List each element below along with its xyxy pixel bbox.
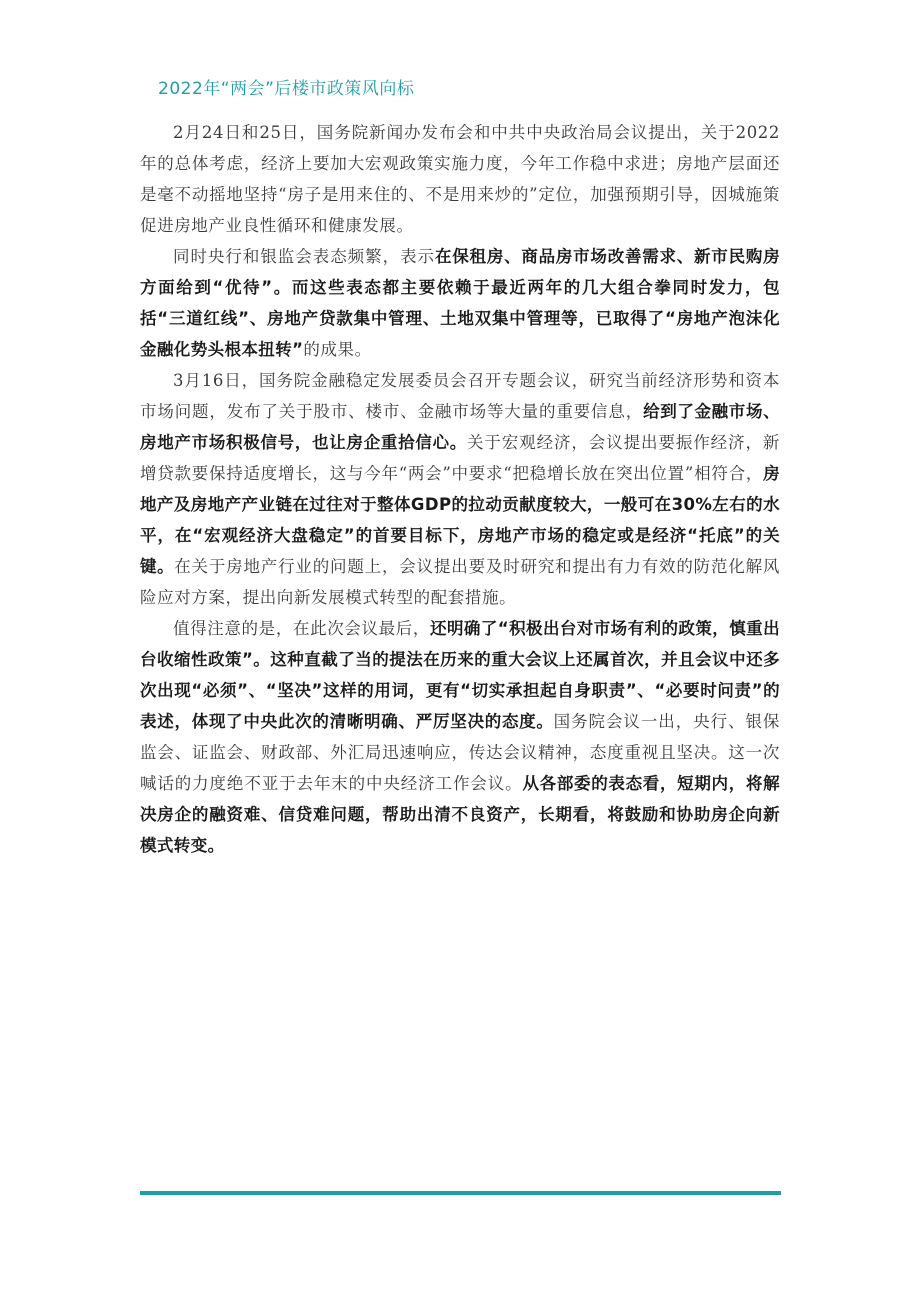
paragraph-4 xyxy=(140,613,780,861)
paragraph-text: 关于宏观经济，会议提出要振作经济，新增贷款要保持适度增长，这与今年“两会”中要求“把稳增长放在突出位置”相符合， xyxy=(140,433,780,483)
emphasis-text: 还明确了“积极出台对市场有利的政策，慎重出台收缩性政策”。这种直截了当的提法在历来的重大会议上还属首次，并且会议中还多次出现“必须”、“坚决”这样的用词，更有“切实承担起自身职责”、“必要时问责”的表述，体现了中央此次的清晰明确、严厉坚决的态度。 xyxy=(140,619,781,731)
emphasis-text: 从各部委的表态看，短期内，将解决房企的融资难、信贷难问题，帮助出清不良资产，长期看，将鼓励和协助房企向新模式转变。 xyxy=(140,774,781,855)
emphasis-text: 给到了金融市场、房地产市场积极信号，也让房企重拾信心。 xyxy=(140,402,780,452)
paragraph-text: 值得注意的是，在此次会议最后， xyxy=(173,619,431,638)
paragraph-1 xyxy=(140,117,780,241)
emphasis-text: 房地产及房地产产业链在过往对于整体GDP的拉动贡献度较大，一般可在30%左右的水平，在“宏观经济大盘稳定”的首要目标下，房地产市场的稳定或是经济“托底”的关键。 xyxy=(140,464,780,576)
paragraph-text: 国务院会议一出，央行、银保监会、证监会、财政部、外汇局迅速响应，传达会议精神，态度重视且坚决。这一次喊话的力度绝不亚于去年末的中央经济工作会议。 xyxy=(140,712,780,793)
paragraph-3 xyxy=(140,365,780,613)
paragraph-2 xyxy=(140,241,780,365)
paragraph-text: 同时央行和银监会表态频繁，表示 xyxy=(173,247,436,266)
paragraph-text: 在关于房地产行业的问题上，会议提出要及时研究和提出有力有效的防范化解风险应对方案，提出向新发展模式转型的配套措施。 xyxy=(140,557,780,607)
footer-divider xyxy=(140,1191,781,1195)
paragraph-text: 3月16日，国务院金融稳定发展委员会召开专题会议，研究当前经济形势和资本市场问题，发布了关于股市、楼市、金融市场等大量的重要信息， xyxy=(140,371,780,421)
paragraph-text: 2月24日和25日，国务院新闻办发布会和中共中央政治局会议提出，关于2022年的总体考虑，经济上要加大宏观政策实施力度，今年工作稳中求进；房地产层面还是毫不动摇地坚持“房子是用来住的、不是用来炒的”定位，加强预期引导，因城施策促进房地产业良性循环和健康发展。 xyxy=(140,123,780,235)
paragraph-text: 的成果。 xyxy=(303,340,372,359)
document-title: 2022年“两会”后楼市政策风向标 xyxy=(158,79,415,99)
document-body xyxy=(140,117,780,861)
emphasis-text: 在保租房、商品房市场改善需求、新市民购房方面给到“优待”。而这些表态都主要依赖于最近两年的几大组合拳同时发力，包括“三道红线”、房地产贷款集中管理、土地双集中管理等，已取得了“房地产泡沫化金融化势头根本扭转” xyxy=(140,247,781,359)
